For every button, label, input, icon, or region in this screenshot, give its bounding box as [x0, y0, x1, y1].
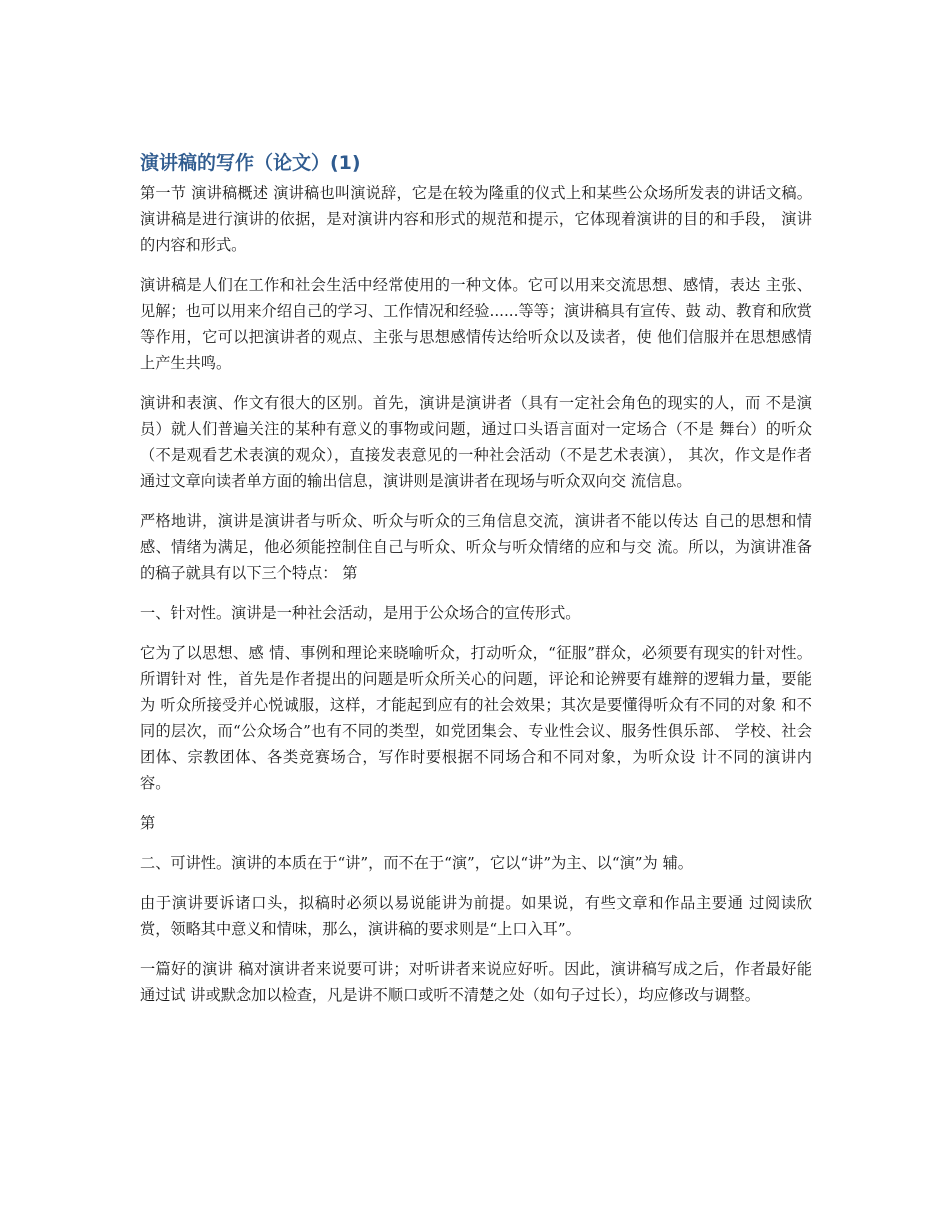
paragraph-section-mark: 第 [140, 814, 156, 832]
paragraph-point-two: 二、可讲性。演讲的本质在于“讲”，而不在于“演”，它以“讲”为主、以“演”为 辅。 [140, 854, 693, 872]
paragraph-difference: 演讲和表演、作文有很大的区别。首先，演讲是演讲者（具有一定社会角色的现实的人，而 不是演员）就人们普遍关注的某种有意义的事物或问题，通过口头语言面对一定场合（不是 舞台）的听众（不是观看艺术表演的观众），直接发表意见的一种社会活动（不是艺术表演）， 其次，作文是作者通过文章向读者单方面的输出信息，演讲则是演讲者在现场与听众双向交 流信息。 [140, 394, 812, 490]
paragraph-overview: 第一节 演讲稿概述 演讲稿也叫演说辞，它是在较为隆重的仪式上和某些公众场所发表的讲话文稿。 演讲稿是进行演讲的依据，是对演讲内容和形式的规范和提示，它体现着演讲的目的和手段， 演讲的内容和形式。 [140, 184, 812, 254]
paragraph-targeting: 它为了以思想、感 情、事例和理论来晓喻听众，打动听众，“征服”群众，必须要有现实的针对性。所谓针对 性，首先是作者提出的问题是听众所关心的问题，评论和论辨要有雄辩的逻辑力量，要能为 听众所接受并心悦诚服，这样，才能起到应有的社会效果；其次是要懂得听众有不同的对象 和不同的层次，而“公众场合”也有不同的类型，如党团集会、专业性会议、服务性俱乐部、 学校、社会团体、宗教团体、各类竞赛场合，写作时要根据不同场合和不同对象，为听众设 计不同的演讲内容。 [140, 644, 812, 792]
document-page [140, 148, 812, 1022]
paragraph-point-one: 一、针对性。演讲是一种社会活动，是用于公众场合的宣传形式。 [140, 604, 581, 622]
paragraph-genre: 演讲稿是人们在工作和社会生活中经常使用的一种文体。它可以用来交流思想、感情，表达 主张、见解；也可以用来介绍自己的学习、工作情况和经验......等等；演讲稿具有宣传、鼓 动、教育和欣赏等作用，它可以把演讲者的观点、主张与思想感情传达给听众以及读者，使 他们信服并在思想感情上产生共鸣。 [140, 276, 812, 372]
document-title: 演讲稿的写作（论文）(1) [140, 152, 361, 174]
paragraph-oral: 由于演讲要诉诸口头，拟稿时必须以易说能讲为前提。如果说，有些文章和作品主要通 过阅读欣赏，领略其中意义和情味，那么，演讲稿的要求则是“上口入耳”。 [140, 894, 812, 938]
paragraph-good-speech: 一篇好的演讲 稿对演讲者来说要可讲；对听讲者来说应好听。因此，演讲稿写成之后，作者最好能通过试 讲或默念加以检查，凡是讲不顺口或听不清楚之处（如句子过长），均应修改与调整。 [140, 960, 812, 1004]
paragraph-triangle: 严格地讲，演讲是演讲者与听众、听众与听众的三角信息交流，演讲者不能以传达 自己的思想和情感、情绪为满足，他必须能控制住自己与听众、听众与听众情绪的应和与交 流。所以，为演讲准备的稿子就具有以下三个特点： 第 [140, 512, 812, 582]
